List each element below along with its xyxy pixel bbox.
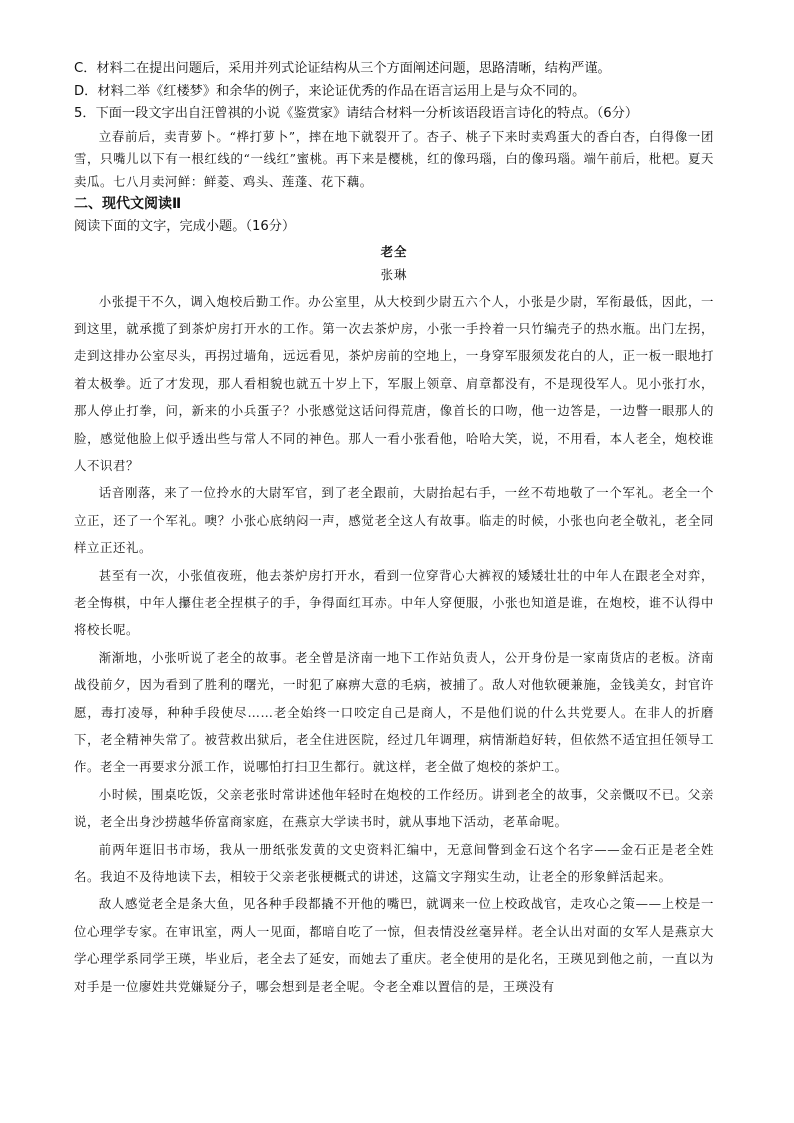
article-paragraph: 小张提干不久，调入炮校后勤工作。办公室里，从大校到少尉五六个人，小张是少尉，军衔最低，因此，一到这里，就承揽了到茶炉房打开水的工作。第一次去茶炉房，小张一手拎着一只竹编壳子的热水瓶。出门左拐，走到这排办公室尽头，再拐过墙角，远远看见，茶炉房前的空地上，一身穿军服须发花白的人，正一板一眼地打着太极拳。近了才发现，那人看相貌也就五十岁上下，军服上领章、肩章都没有，不是现役军人。见小张打水，那人停止打拳，问，新来的小兵蛋子？小张感觉这话问得荒唐，像首长的口吻，他一边答是，一边瞥一眼那人的脸，感觉他脸上似乎透出些与常人不同的神色。那人一看小张看他，哈哈大笑，说，不用看，本人老全，炮校谁人不识君？	[74, 293, 714, 473]
article-body	[74, 288, 714, 1001]
section-title: 二、现代文阅读Ⅱ	[74, 196, 182, 212]
article-author: 张琳	[380, 266, 408, 282]
article-paragraph: 小时候，围桌吃饭，父亲老张时常讲述他年轻时在炮校的工作经历。讲到老全的故事，父亲慨叹不已。父亲说，老全出身沙捞越华侨富商家庭，在燕京大学读书时，就从事地下活动，老革命呢。	[74, 786, 714, 830]
article-paragraph: 话音刚落，来了一位拎水的大尉军官，到了老全跟前，大尉抬起右手，一丝不苟地敬了一个军礼。老全一个立正，还了一个军礼。噢？小张心底纳闷一声，感觉老全这人有故事。临走的时候，小张也向老全敬礼，老全同样立正还礼。	[74, 485, 714, 556]
question-5-quote: 立春前后，卖青萝卜。“桦打萝卜”，摔在地下就裂开了。杏子、桃子下来时卖鸡蛋大的香白杏，白得像一团雪，只嘴儿以下有一根红线的“一线红”蜜桃。再下来是樱桃，红的像玛瑙，白的像玛瑙。端午前后，枇杷。夏天卖瓜。七八月卖河鲜：鲜菱、鸡头、莲蓬、花下藕。	[74, 128, 714, 189]
article-title: 老全	[380, 243, 408, 259]
article-paragraph: 甚至有一次，小张值夜班，他去茶炉房打开水，看到一位穿背心大裤衩的矮矮壮壮的中年人在跟老全对弈，老全悔棋，中年人攥住老全捏棋子的手，争得面红耳赤。中年人穿便服，小张也知道是谁，在炮校，谁不认得中将校长呢。	[74, 567, 714, 638]
question-option-d: D．材料二举《红楼梦》和余华的例子，来论证优秀的作品在语言运用上是与众不同的。	[74, 83, 586, 99]
article-paragraph: 渐渐地，小张听说了老全的故事。老全曾是济南一地下工作站负责人，公开身份是一家南货店的老板。济南战役前夕，因为看到了胜利的曙光，一时犯了麻痹大意的毛病，被捕了。敌人对他软硬兼施，金钱美女，封官许愿，毒打凌辱，种种手段使尽……老全始终一口咬定自己是商人，不是他们说的什么共党要人。在非人的折磨下，老全精神失常了。被营救出狱后，老全住进医院，经过几年调理，病情渐趋好转，但依然不适宜担任领导工作。老全一再要求分派工作，说哪怕打扫卫生都行。就这样，老全做了炮校的茶炉工。	[74, 649, 714, 775]
article-paragraph: 敌人感觉老全是条大鱼，见各种手段都撬不开他的嘴巴，就调来一位上校政战官，走攻心之策——上校是一位心理学专家。在审讯室，两人一见面，都暗自吃了一惊，但表情没丝毫异样。老全认出对面的女军人是燕京大学心理学系同学王瑛，毕业后，老全去了延安，而她去了重庆。老全使用的是化名，王瑛见到他之前，一直以为对手是一位廖姓共党嫌疑分子，哪会想到是老全呢。令老全难以置信的是，王瑛没有	[74, 896, 714, 994]
section-instruction: 阅读下面的文字，完成小题。（16分）	[74, 219, 296, 234]
question-option-c: C．材料二在提出问题后，采用并列式论证结构从三个方面阐述问题，思路清晰，结构严谨。	[74, 61, 611, 76]
article-paragraph: 前两年逛旧书市场，我从一册纸张发黄的文史资料汇编中，无意间瞥到金石这个名字——金石正是老全姓名。我迫不及待地读下去，相较于父亲老张梗概式的讲述，这篇文字翔实生动，让老全的形象鲜活起来。	[74, 841, 714, 885]
question-5: 5．下面一段文字出自汪曾祺的小说《鉴赏家》请结合材料一分析该语段语言诗化的特点。（6分）	[74, 106, 639, 121]
